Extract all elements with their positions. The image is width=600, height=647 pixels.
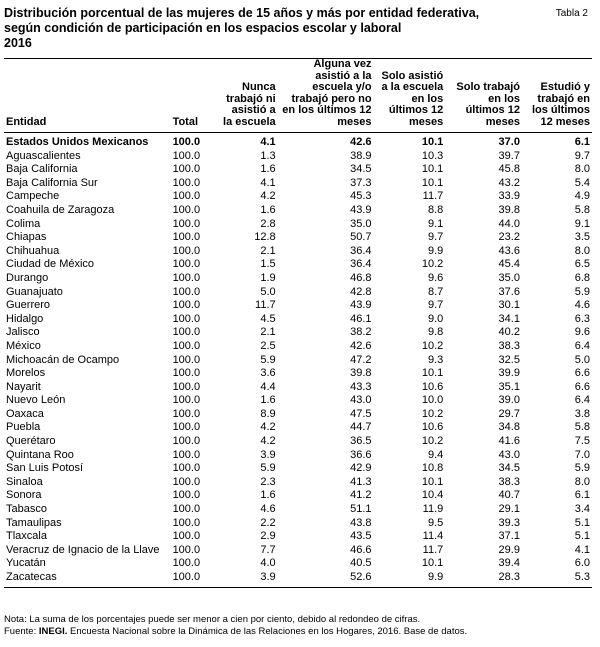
cell-solo-escuela: 9.7: [427, 299, 444, 312]
cell-nunca: 3.6: [260, 367, 276, 380]
table-row: [4, 449, 592, 463]
cell-entidad: Estados Unidos Mexicanos: [6, 136, 149, 148]
cell-total: 100.0: [172, 407, 201, 420]
cell-alguna-vez: 43.5: [350, 530, 372, 543]
cell-solo-trabajo: 43.0: [498, 448, 520, 461]
table-row: [4, 218, 592, 232]
cell-solo-trabajo: 40.7: [498, 489, 520, 502]
table-body: [4, 133, 592, 588]
cell-estudio-trabajo: 5.1: [574, 516, 590, 529]
cell-solo-trabajo: 41.6: [498, 435, 520, 448]
cell-total: 100.0: [172, 380, 201, 393]
cell-solo-escuela: 10.1: [421, 557, 444, 570]
cell-nunca: 3.9: [260, 448, 276, 461]
cell-solo-escuela: 10.2: [421, 407, 444, 420]
cell-nunca: 4.2: [260, 421, 276, 434]
cell-alguna-vez: 52.6: [278, 571, 374, 587]
cell-estudio-trabajo: 3.4: [574, 503, 590, 516]
cell-solo-trabajo: 43.2: [498, 176, 520, 189]
cell-entidad: Querétaro: [6, 435, 56, 448]
cell-nunca: 2.1: [260, 244, 276, 257]
cell-entidad: Colima: [6, 217, 41, 230]
col-nunca: Nunca trabajó ni asistió a la escuela: [223, 81, 276, 128]
table-row: [4, 299, 592, 313]
cell-alguna-vez: 46.8: [350, 271, 372, 284]
cell-alguna-vez: 40.5: [350, 557, 372, 570]
title-line-1: Distribución porcentual de las mujeres de 15 años y más por entidad federativa,: [4, 6, 480, 20]
cell-total: 100.0: [172, 176, 201, 189]
cell-alguna-vez: 42.8: [350, 285, 372, 298]
cell-nunca: 4.1: [260, 136, 276, 148]
cell-solo-escuela: 9.0: [427, 312, 444, 325]
cell-nunca: 2.2: [260, 516, 276, 529]
cell-solo-escuela: 9.1: [427, 217, 444, 230]
cell-nunca: 5.9: [260, 462, 276, 475]
table-row: [4, 476, 592, 490]
cell-solo-escuela: 10.1: [421, 475, 444, 488]
cell-entidad: Durango: [6, 271, 49, 284]
cell-nunca: 8.9: [260, 407, 276, 420]
table-row: [4, 272, 592, 286]
cell-solo-trabajo: 33.9: [498, 190, 520, 203]
cell-solo-escuela: 10.2: [421, 339, 444, 352]
cell-total: 100.0: [172, 136, 201, 148]
cell-estudio-trabajo: 5.8: [574, 203, 590, 216]
cell-nunca: 4.2: [260, 435, 276, 448]
table-row: [4, 489, 592, 503]
table-row: [4, 530, 592, 544]
cell-solo-escuela: 10.8: [421, 462, 444, 475]
cell-alguna-vez: 43.0: [350, 394, 372, 407]
col-estudio-trabajo: Estudió y trabajó en los últimos 12 meses: [531, 81, 590, 128]
cell-total: 100.0: [172, 353, 201, 366]
cell-estudio-trabajo: 5.1: [574, 530, 590, 543]
cell-entidad: Tabasco: [6, 503, 47, 516]
cell-solo-trabajo: 39.0: [498, 394, 520, 407]
table-row: [4, 286, 592, 300]
cell-entidad: Michoacán de Ocampo: [6, 353, 120, 366]
cell-alguna-vez: 43.9: [350, 203, 372, 216]
cell-solo-escuela: 11.7: [422, 190, 444, 203]
cell-total: 100.0: [172, 258, 201, 271]
cell-entidad: Zacatecas: [4, 571, 171, 587]
table-row: [4, 421, 592, 435]
cell-solo-trabajo: 34.8: [498, 421, 520, 434]
cell-solo-escuela: 11.9: [422, 503, 444, 516]
cell-solo-escuela: 10.1: [421, 163, 444, 176]
cell-solo-escuela: 10.0: [421, 394, 444, 407]
cell-solo-escuela: 8.7: [427, 285, 444, 298]
cell-alguna-vez: 35.0: [350, 217, 372, 230]
cell-entidad: Jalisco: [6, 326, 40, 339]
cell-solo-trabajo: 39.7: [498, 149, 520, 162]
table-row: [4, 517, 592, 531]
cell-alguna-vez: 38.9: [350, 149, 372, 162]
cell-estudio-trabajo: 6.4: [574, 339, 590, 352]
cell-estudio-trabajo: 7.0: [574, 448, 590, 461]
cell-solo-escuela: 10.2: [421, 435, 444, 448]
header-row: [4, 59, 592, 133]
cell-estudio-trabajo: 6.1: [574, 489, 590, 502]
cell-alguna-vez: 43.8: [350, 516, 372, 529]
table-row-national: [4, 133, 592, 150]
cell-solo-trabajo: 29.1: [498, 503, 520, 516]
cell-estudio-trabajo: 3.8: [574, 407, 590, 420]
cell-estudio-trabajo: 6.8: [574, 271, 590, 284]
cell-total: 100.0: [172, 475, 201, 488]
cell-total: 100.0: [172, 326, 201, 339]
cell-entidad: Baja California: [6, 163, 78, 176]
cell-nunca: 5.0: [260, 285, 276, 298]
cell-solo-trabajo: 43.6: [498, 244, 520, 257]
cell-estudio-trabajo: 9.6: [574, 326, 590, 339]
cell-estudio-trabajo: 5.9: [574, 285, 590, 298]
cell-entidad: Aguascalientes: [6, 149, 81, 162]
cell-alguna-vez: 34.5: [350, 163, 372, 176]
cell-alguna-vez: 50.7: [350, 231, 372, 244]
cell-total: 100.0: [172, 271, 201, 284]
cell-total: 100.0: [172, 503, 201, 516]
cell-estudio-trabajo: 3.5: [574, 231, 590, 244]
cell-solo-trabajo: 37.1: [498, 530, 520, 543]
cell-solo-escuela: 10.1: [421, 176, 444, 189]
cell-estudio-trabajo: 4.1: [574, 543, 590, 556]
cell-total: 100.0: [172, 489, 201, 502]
cell-alguna-vez: 36.4: [350, 244, 372, 257]
source-label: Fuente:: [4, 626, 39, 637]
table-row: [4, 435, 592, 449]
cell-alguna-vez: 51.1: [350, 503, 372, 516]
cell-solo-trabajo: 45.8: [498, 163, 520, 176]
cell-alguna-vez: 36.5: [350, 435, 372, 448]
cell-entidad: Tlaxcala: [6, 530, 47, 543]
table-row: [4, 354, 592, 368]
cell-solo-trabajo: 32.5: [498, 353, 520, 366]
table-tag: Tabla 2: [555, 8, 588, 19]
cell-alguna-vez: 43.9: [350, 299, 372, 312]
cell-total: 100.0: [172, 421, 201, 434]
cell-entidad: Chiapas: [6, 231, 47, 244]
table-row: [4, 163, 592, 177]
cell-solo-trabajo: 37.6: [498, 285, 520, 298]
cell-nunca: 1.6: [260, 203, 276, 216]
cell-nunca: 2.8: [260, 217, 276, 230]
cell-alguna-vez: 44.7: [350, 421, 372, 434]
table-row: [4, 313, 592, 327]
cell-alguna-vez: 46.6: [350, 543, 372, 556]
cell-total: 100.0: [172, 163, 201, 176]
cell-solo-escuela: 9.5: [427, 516, 444, 529]
cell-solo-trabajo: 34.1: [498, 312, 520, 325]
cell-nunca: 2.1: [260, 326, 276, 339]
cell-estudio-trabajo: 4.9: [574, 190, 590, 203]
table-row: [4, 231, 592, 245]
cell-entidad: Coahuila de Zaragoza: [6, 203, 115, 216]
cell-nunca: 2.3: [260, 475, 276, 488]
cell-total: 100.0: [172, 312, 201, 325]
table-row: [4, 258, 592, 272]
cell-solo-trabajo: 38.3: [498, 339, 520, 352]
cell-alguna-vez: 38.2: [350, 326, 372, 339]
cell-solo-trabajo: 29.9: [498, 543, 520, 556]
cell-total: 100.0: [172, 285, 201, 298]
cell-entidad: Quintana Roo: [6, 448, 74, 461]
cell-nunca: 12.8: [254, 231, 276, 244]
cell-entidad: Yucatán: [6, 557, 46, 570]
cell-total: 100.0: [172, 231, 201, 244]
table-row: [4, 571, 592, 587]
cell-total: 100.0: [172, 435, 201, 448]
cell-nunca: 1.9: [260, 271, 276, 284]
cell-estudio-trabajo: 5.4: [574, 176, 590, 189]
cell-total: 100.0: [172, 530, 201, 543]
cell-total: 100.0: [172, 190, 201, 203]
cell-entidad: Guanajuato: [6, 285, 63, 298]
cell-solo-trabajo: 44.0: [498, 217, 520, 230]
cell-nunca: 4.5: [260, 312, 276, 325]
cell-total: 100.0: [172, 557, 201, 570]
table-row: [4, 177, 592, 191]
table-row: [4, 245, 592, 259]
cell-nunca: 4.6: [260, 503, 276, 516]
cell-estudio-trabajo: 4.6: [574, 299, 590, 312]
cell-solo-escuela: 10.1: [421, 136, 444, 148]
cell-solo-escuela: 8.8: [427, 203, 444, 216]
cell-entidad: Hidalgo: [6, 312, 44, 325]
cell-total: 100.0: [171, 571, 218, 587]
cell-estudio-trabajo: 6.1: [574, 136, 590, 148]
table-row: [4, 340, 592, 354]
footnotes: [4, 614, 467, 638]
cell-nunca: 3.9: [218, 571, 278, 587]
cell-nunca: 2.9: [260, 530, 276, 543]
cell-alguna-vez: 47.2: [350, 353, 372, 366]
cell-alguna-vez: 42.9: [350, 462, 372, 475]
cell-alguna-vez: 45.3: [350, 190, 372, 203]
source-text: [4, 626, 467, 638]
cell-solo-escuela: 9.6: [427, 271, 444, 284]
source-description: Encuesta Nacional sobre la Dinámica de las Relaciones en los Hogares, 2016. Base de datos.: [67, 626, 468, 637]
title-line-3: 2016: [4, 36, 32, 50]
cell-entidad: Tamaulipas: [6, 516, 62, 529]
cell-entidad: Sinaloa: [6, 475, 43, 488]
table-row: [4, 544, 592, 558]
cell-alguna-vez: 47.5: [350, 407, 372, 420]
cell-nunca: 5.9: [260, 353, 276, 366]
cell-alguna-vez: 39.8: [350, 367, 372, 380]
col-solo-escuela: Solo asistió a la escuela en los últimos 12 meses: [381, 69, 444, 128]
cell-alguna-vez: 43.3: [350, 380, 372, 393]
cell-solo-trabajo: 35.0: [498, 271, 520, 284]
cell-alguna-vez: 41.2: [350, 489, 372, 502]
cell-solo-escuela: 10.4: [421, 489, 444, 502]
cell-solo-escuela: 11.7: [422, 543, 444, 556]
cell-solo-trabajo: 28.3: [445, 571, 522, 587]
cell-total: 100.0: [172, 543, 201, 556]
cell-alguna-vez: 46.1: [350, 312, 372, 325]
table-row: [4, 408, 592, 422]
cell-nunca: 1.6: [260, 394, 276, 407]
cell-solo-trabajo: 23.2: [498, 231, 520, 244]
data-table: [4, 58, 592, 588]
cell-estudio-trabajo: 5.8: [574, 421, 590, 434]
table-row: [4, 394, 592, 408]
cell-total: 100.0: [172, 244, 201, 257]
cell-entidad: Puebla: [6, 421, 41, 434]
cell-total: 100.0: [172, 217, 201, 230]
table-row: [4, 367, 592, 381]
cell-total: 100.0: [172, 367, 201, 380]
cell-entidad: Oaxaca: [6, 407, 44, 420]
col-total: Total: [172, 115, 199, 128]
cell-entidad: Nuevo León: [6, 394, 66, 407]
cell-entidad: Sonora: [6, 489, 42, 502]
cell-solo-trabajo: 45.4: [498, 258, 520, 271]
cell-solo-trabajo: 38.3: [498, 475, 520, 488]
cell-solo-escuela: 10.6: [421, 380, 444, 393]
cell-estudio-trabajo: 9.1: [574, 217, 590, 230]
cell-solo-trabajo: 35.1: [498, 380, 520, 393]
table-row: [4, 190, 592, 204]
cell-estudio-trabajo: 8.0: [574, 475, 590, 488]
cell-solo-trabajo: 34.5: [498, 462, 520, 475]
col-alguna-vez: Alguna vez asistió a la escuela y/o trabajó pero no en los últimos 12 meses: [282, 58, 372, 128]
cell-entidad: Morelos: [6, 367, 46, 380]
cell-total: 100.0: [172, 203, 201, 216]
cell-solo-trabajo: 30.1: [498, 299, 520, 312]
cell-estudio-trabajo: 5.0: [574, 353, 590, 366]
cell-solo-escuela: 9.9: [374, 571, 446, 587]
cell-estudio-trabajo: 6.0: [574, 557, 590, 570]
cell-total: 100.0: [172, 462, 201, 475]
cell-nunca: 4.1: [260, 176, 276, 189]
col-entidad: Entidad: [6, 115, 47, 128]
cell-alguna-vez: 36.6: [350, 448, 372, 461]
cell-solo-escuela: 10.6: [421, 421, 444, 434]
cell-solo-trabajo: 39.3: [498, 516, 520, 529]
cell-entidad: Guerrero: [6, 299, 51, 312]
cell-entidad: México: [6, 339, 41, 352]
cell-solo-escuela: 9.3: [427, 353, 444, 366]
table-title: [4, 6, 504, 51]
cell-alguna-vez: 36.4: [350, 258, 372, 271]
cell-solo-escuela: 10.2: [421, 258, 444, 271]
cell-estudio-trabajo: 6.5: [574, 258, 590, 271]
cell-nunca: 1.6: [260, 163, 276, 176]
cell-total: 100.0: [172, 516, 201, 529]
cell-nunca: 4.4: [260, 380, 276, 393]
source-org: INEGI.: [38, 626, 68, 637]
cell-solo-escuela: 11.4: [422, 530, 444, 543]
cell-nunca: 2.5: [260, 339, 276, 352]
cell-solo-trabajo: 40.2: [498, 326, 520, 339]
cell-total: 100.0: [172, 149, 201, 162]
cell-nunca: 4.2: [260, 190, 276, 203]
cell-alguna-vez: 42.6: [350, 339, 372, 352]
note-text: Nota: La suma de los porcentajes puede ser menor a cien por ciento, debido al redondeo de cifras.: [4, 614, 421, 625]
cell-solo-escuela: 9.9: [427, 244, 444, 257]
table-row: [4, 462, 592, 476]
cell-entidad: Campeche: [6, 190, 60, 203]
cell-entidad: San Luis Potosí: [6, 462, 84, 475]
cell-estudio-trabajo: 7.5: [574, 435, 590, 448]
cell-nunca: 1.3: [260, 149, 276, 162]
table-row: [4, 204, 592, 218]
cell-nunca: 11.7: [255, 299, 276, 312]
cell-nunca: 4.0: [260, 557, 276, 570]
col-solo-trabajo: Solo trabajó en los últimos 12 meses: [456, 81, 520, 128]
cell-estudio-trabajo: 5.3: [522, 571, 592, 587]
cell-estudio-trabajo: 6.6: [574, 380, 590, 393]
cell-solo-escuela: 10.3: [421, 149, 444, 162]
table-row: [4, 381, 592, 395]
cell-estudio-trabajo: 8.0: [574, 244, 590, 257]
table-row: [4, 326, 592, 340]
table-row: [4, 557, 592, 571]
cell-nunca: 1.6: [260, 489, 276, 502]
cell-entidad: Nayarit: [6, 380, 41, 393]
cell-alguna-vez: 37.3: [350, 176, 372, 189]
cell-estudio-trabajo: 9.7: [574, 149, 590, 162]
cell-total: 100.0: [172, 299, 201, 312]
table-row: [4, 150, 592, 164]
cell-total: 100.0: [172, 339, 201, 352]
cell-solo-trabajo: 29.7: [498, 407, 520, 420]
cell-entidad: Veracruz de Ignacio de la Llave: [6, 543, 160, 556]
cell-solo-trabajo: 39.9: [498, 367, 520, 380]
cell-estudio-trabajo: 6.6: [574, 367, 590, 380]
cell-solo-escuela: 10.1: [421, 367, 444, 380]
cell-alguna-vez: 41.3: [350, 475, 372, 488]
cell-entidad: Chihuahua: [6, 244, 60, 257]
cell-nunca: 7.7: [260, 543, 276, 556]
table-header: [4, 59, 592, 133]
cell-entidad: Ciudad de México: [6, 258, 95, 271]
cell-nunca: 1.5: [260, 258, 276, 271]
cell-estudio-trabajo: 6.4: [574, 394, 590, 407]
cell-estudio-trabajo: 5.9: [574, 462, 590, 475]
cell-solo-trabajo: 39.4: [498, 557, 520, 570]
cell-alguna-vez: 42.6: [350, 136, 372, 148]
cell-total: 100.0: [172, 448, 201, 461]
cell-solo-escuela: 9.4: [427, 448, 444, 461]
cell-solo-escuela: 9.7: [427, 231, 444, 244]
cell-solo-escuela: 9.8: [427, 326, 444, 339]
table-row: [4, 503, 592, 517]
cell-entidad: Baja California Sur: [6, 176, 98, 189]
cell-estudio-trabajo: 8.0: [574, 163, 590, 176]
cell-solo-trabajo: 39.8: [498, 203, 520, 216]
cell-solo-trabajo: 37.0: [498, 136, 520, 148]
title-line-2: según condición de participación en los espacios escolar y laboral: [4, 21, 402, 35]
cell-estudio-trabajo: 6.3: [574, 312, 590, 325]
cell-total: 100.0: [172, 394, 201, 407]
